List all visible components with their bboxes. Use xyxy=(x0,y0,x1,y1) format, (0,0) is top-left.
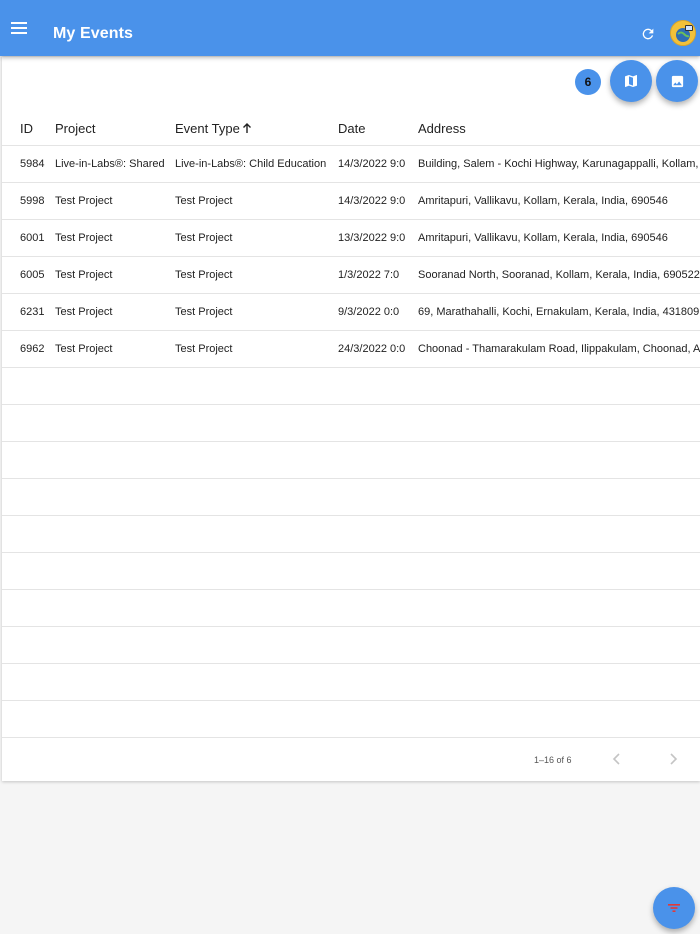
column-header-address[interactable]: Address xyxy=(418,121,466,136)
cell-project: Test Project xyxy=(55,306,113,318)
empty-row xyxy=(2,664,700,701)
column-header-id[interactable]: ID xyxy=(20,121,33,136)
cell-id: 6005 xyxy=(20,269,45,281)
map-view-button[interactable] xyxy=(610,60,652,102)
cell-id: 6962 xyxy=(20,343,45,355)
cell-date: 24/3/2022 0:0 xyxy=(338,343,406,355)
empty-row xyxy=(2,479,700,516)
page-title: My Events xyxy=(53,25,134,42)
cell-event-type: Test Project xyxy=(175,343,233,355)
menu-button[interactable] xyxy=(8,16,32,40)
cell-project: Test Project xyxy=(55,232,113,244)
cell-project: Test Project xyxy=(55,195,113,207)
cell-id: 6001 xyxy=(20,232,45,244)
empty-row xyxy=(2,701,700,738)
image-icon xyxy=(670,74,685,89)
empty-row xyxy=(2,590,700,627)
empty-row xyxy=(2,405,700,442)
column-header-date[interactable]: Date xyxy=(338,121,366,136)
cell-event-type: Test Project xyxy=(175,195,233,207)
cell-id: 5984 xyxy=(20,158,45,170)
empty-row xyxy=(2,368,700,405)
cell-address: Choonad - Thamarakulam Road, Ilippakulam, Choonad, A xyxy=(418,343,700,355)
menu-icon xyxy=(11,21,29,35)
cell-project: Live-in-Labs®: Shared xyxy=(55,158,165,170)
events-table-card xyxy=(2,57,700,781)
table-row[interactable] xyxy=(2,257,700,294)
cell-address: 69, Marathahalli, Kochi, Ernakulam, Kerala, India, 431809 xyxy=(418,306,700,318)
avatar[interactable] xyxy=(670,20,696,46)
sort-ascending-icon xyxy=(242,123,252,134)
cell-date: 9/3/2022 0:0 xyxy=(338,306,400,318)
refresh-icon xyxy=(640,26,656,42)
refresh-button[interactable] xyxy=(636,22,660,46)
pagination xyxy=(2,738,700,781)
previous-page-button[interactable] xyxy=(610,752,624,766)
filter-button[interactable] xyxy=(653,887,695,929)
empty-row xyxy=(2,553,700,590)
table-row[interactable] xyxy=(2,183,700,220)
events-table xyxy=(2,109,700,738)
cell-event-type: Live-in-Labs®: Child Education xyxy=(175,158,327,170)
next-page-button[interactable] xyxy=(666,752,680,766)
cell-project: Test Project xyxy=(55,269,113,281)
cell-address: Sooranad North, Sooranad, Kollam, Kerala, India, 690522 xyxy=(418,269,700,281)
event-count-badge: 6 xyxy=(575,69,601,95)
empty-row xyxy=(2,516,700,553)
chevron-left-icon xyxy=(610,752,624,766)
table-row[interactable] xyxy=(2,146,700,183)
table-row[interactable] xyxy=(2,331,700,368)
cell-event-type: Test Project xyxy=(175,232,233,244)
table-row[interactable] xyxy=(2,294,700,331)
avatar-icon xyxy=(671,21,696,46)
cell-project: Test Project xyxy=(55,343,113,355)
filter-icon xyxy=(667,902,681,914)
image-view-button[interactable] xyxy=(656,60,698,102)
empty-row xyxy=(2,442,700,479)
cell-address: Building, Salem - Kochi Highway, Karunagappalli, Kollam, xyxy=(418,158,699,170)
cell-date: 1/3/2022 7:0 xyxy=(338,269,400,281)
cell-id: 5998 xyxy=(20,195,45,207)
cell-address: Amritapuri, Vallikavu, Kollam, Kerala, India, 690546 xyxy=(418,232,668,244)
cell-event-type: Test Project xyxy=(175,306,233,318)
table-row[interactable] xyxy=(2,220,700,257)
table-header xyxy=(2,109,700,146)
pagination-range: 1–16 of 6 xyxy=(534,755,572,765)
cell-id: 6231 xyxy=(20,306,45,318)
cell-date: 14/3/2022 9:0 xyxy=(338,158,406,170)
column-header-project[interactable]: Project xyxy=(55,121,96,136)
app-bar xyxy=(0,0,700,56)
chevron-right-icon xyxy=(666,752,680,766)
cell-address: Amritapuri, Vallikavu, Kollam, Kerala, India, 690546 xyxy=(418,195,668,207)
column-header-event-type[interactable] xyxy=(175,121,335,136)
empty-row xyxy=(2,627,700,664)
map-icon xyxy=(623,73,639,89)
cell-event-type: Test Project xyxy=(175,269,233,281)
column-header-event-type-label: Event Type xyxy=(175,121,240,136)
cell-date: 13/3/2022 9:0 xyxy=(338,232,406,244)
cell-date: 14/3/2022 9:0 xyxy=(338,195,406,207)
